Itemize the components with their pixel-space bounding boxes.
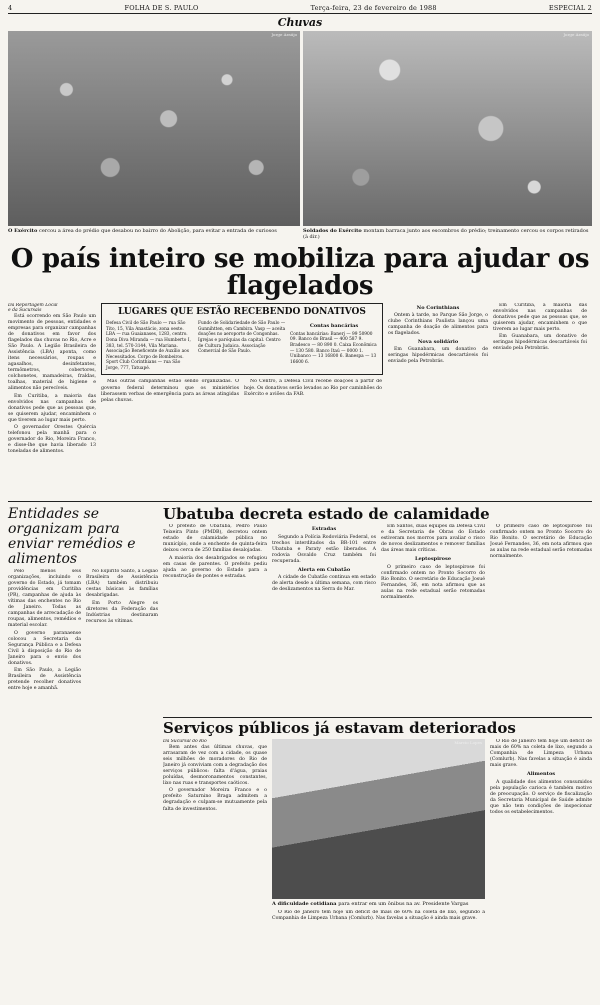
text-column — [272, 524, 376, 714]
paragraph: O governador Moreira Franco e o prefeito Saturnino Braga admitem a degradação e culpam-se mutuamente pela falta de investimentos. — [163, 788, 267, 812]
paragraph: Em Santos, duas equipes da Defesa Civil e da Secretaria de Obras do Estado estiveram nos morros para avaliar o risco de novos deslizamentos e remover famílias das áreas mais críticas. — [381, 524, 485, 554]
donation-points-box — [101, 303, 383, 376]
paragraph: Em Curitiba, a maioria das envolvidos nas campanhas de donativos pede que as pessoas que, se quiserem ajudar, encaminhem o que tiverem ao lugar mais perto. — [493, 302, 587, 332]
paragraph: No Espírito Santo, a Legião Brasileira de Assistência (LBA) também distribuiu cestas básicas às famílias desabrigadas. — [86, 569, 158, 599]
photo-collapsed-building — [8, 31, 300, 226]
paragraph: Em Curitiba, a maioria das envolvidos nas campanhas de donativos pede que as pessoas que, se quiserem ajudar, encaminhem o que tiverem ao lugar mais perto. — [8, 393, 96, 423]
subhead: Estradas — [311, 526, 337, 533]
newspaper-name: FOLHA DE S. PAULO — [124, 4, 199, 12]
text-column — [163, 524, 267, 714]
photo-caption: A dificuldade cotidiana para entrar em um ônibus na av. Presidente Vargas — [272, 901, 469, 908]
text-column — [388, 303, 488, 498]
bus-photo-block — [272, 739, 485, 989]
paragraph: O Rio de Janeiro tem hoje um déficit de mais de 60% na coleta de lixo, segundo a Companhia de Limpeza Urbana (Comlurb). Nas favelas a situação é ainda mais grave. — [490, 739, 592, 769]
paragraph: O primeiro caso de leptospirose foi confirmado ontem no Pronto Socorro do Rio Bonito. O secretário de Educação Josué Fernandes, 36, em nota afirmou que as aulas na rede estadual serão retomadas normalmente. — [381, 564, 485, 600]
section-label: Chuvas — [277, 16, 323, 29]
section-name: ESPECIAL 2 — [548, 4, 592, 12]
paragraph: Ontem à tarde, no Parque São Jorge, o clube Corinthians Paulista lançou uma campanha de doação de alimentos para os flagelados. — [388, 312, 488, 337]
byline: e da Sucursais — [8, 308, 42, 314]
text-column — [493, 303, 587, 498]
page-number: 4 — [8, 4, 13, 12]
paragraph: Em São Paulo, a Legião Brasileira de Assistência pretende recolher donativos entre hoje e amanhã. — [8, 668, 81, 692]
text-column — [381, 524, 485, 714]
box-column: Fundo de Solidariedade de São Paulo — Gunnihtten, em Cambira. Vasp — aceita doações no aeroporto de Congonhas. Igrejas e paróquias da capital. Centro de Cultura Judaica. Associação Comercial de São Paulo. — [198, 321, 286, 355]
newspaper-page — [8, 4, 592, 967]
page-header — [8, 4, 592, 14]
main-headline: O país inteiro se mobiliza para ajudar os flagelados — [10, 244, 590, 302]
text-column — [490, 739, 592, 989]
entidades-story — [8, 505, 158, 1005]
lead-story — [8, 303, 592, 498]
paragraph: Em Guanabara, um donativo de seringas hipodérmicas descartáveis foi enviado pela Petrobrás. — [493, 334, 587, 352]
text-column — [86, 569, 158, 694]
byline: Da Sucursal do Rio — [163, 739, 207, 745]
text-column — [490, 524, 592, 714]
ubatuba-story-block — [163, 505, 592, 1005]
paragraph: O Rio de Janeiro tem hoje um déficit de mais de 60% na coleta de lixo, segundo a Companhia de Limpeza Urbana (Comlurb). Nas favelas a situação é ainda mais grave. — [272, 910, 485, 922]
paragraph: Está ocorrendo em São Paulo um movimento de pessoas, entidades e empresas para organizar campanhas de donativos em favor dos flagelados das chuvas no Rio, Acre e São Paulo. A Legião Brasileira de Assistência (LBA) aponta, como itens necessários, roupas e agasalhos, desinfetantes, termômetros, cobertores, colchonetes, mamadeiras, fraldas, toalhas, material de higiene e alimentos não perecíveis. — [8, 314, 96, 392]
photo-caption: O Exército cercou a área do prédio que desabou no bairro do Abolição, para evitar a entrada de curiosos — [8, 228, 277, 234]
subhead: No Corinthians — [416, 304, 460, 311]
box-column: Contas bancárias: Banerj — 99 50900 09. Banco do Brasil — 400 587 9. Bradesco — 80 890 0. Caixa Econômica — 130 580. Banco Itaú — 0000 1. Unibanco — 13 16800 6. Banespa — 13 16600 6. — [290, 331, 377, 365]
page-date: Terça-feira, 23 de fevereiro de 1988 — [310, 4, 437, 12]
text-column — [244, 379, 382, 405]
paragraph: O primeiro caso de leptospirose foi confirmado ontem no Pronto Socorro do Rio Bonito. O secretário de Educação Josué Fernandes, 36, em nota afirmou que as aulas na rede estadual serão retomadas normalmente. — [490, 524, 592, 560]
photo-soldiers-tent — [303, 31, 592, 226]
text-column — [101, 379, 239, 405]
story-headline: Entidades se organizam para enviar remédios e alimentos — [8, 505, 136, 567]
box-title: LUGARES QUE ESTÃO RECEBENDO DONATIVOS — [118, 306, 366, 317]
center-block — [101, 303, 383, 498]
paragraph: O governo paranaense colocou a Secretaria da Segurança Pública e a Defesa Civil à disposição do Rio de Janeiro para o envio dos donativos. — [8, 630, 81, 666]
text-column — [272, 910, 485, 924]
paragraph: Mas outras campanhas estão sendo organizadas. O governo federal determinou que os ministérios liberassem verbas de emergência para as áreas atingidas pelas chuvas. — [101, 379, 239, 403]
lower-section — [8, 505, 592, 1005]
paragraph: A maioria dos desabrigados se refugiou em casas de parentes. O prefeito pediu ajuda ao governo do Estado para a reconstrução de pontes e estradas. — [163, 555, 267, 579]
photo-credit: Jorge Araújo — [563, 32, 589, 37]
subhead: Alimentos — [526, 771, 556, 778]
text-column — [8, 569, 81, 694]
subhead: Alerta em Cubatão — [297, 566, 351, 573]
byline: Da Reportagem Local — [8, 302, 58, 308]
box-subhead: Contas bancárias — [309, 323, 359, 330]
photo-captions — [8, 226, 592, 240]
box-column: Defesa Civil de São Paulo — rua São Tito, 15, Vila Anastácio, zona oeste. LBA — rua Guaianases, 1283, centro. Dona Diva Miranda — rua Humberto I, 383, tel. 570-3144, Vila Mariana. Associação Beneficente de Auxílio aos Necessitados. Corpo de Bombeiros. Sport Club Corinthians — rua São Jorge, 777, Tatuapé. — [106, 321, 191, 371]
paragraph: Em Guanabara, um donativo de seringas hipodérmicas descartáveis foi enviado pela Petrobrás. — [388, 347, 488, 365]
paragraph: A cidade de Cubatão continua em estado de alerta desde a última semana, com risco de deslizamentos na Serra do Mar. — [272, 575, 376, 593]
story-headline: Serviços públicos já estavam deteriorados — [163, 719, 516, 738]
paragraph: O prefeito de Ubatuba, Pedro Paulo Teixeira Pinto (PMDB), decretou ontem estado de calamidade pública no município, onde a enchente de quinta-feira deixou cerca de 250 famílias desalojadas. — [163, 524, 267, 554]
paragraph: Bem antes das últimas chuvas, que arrasaram de vez com a cidade, os quase seis milhões de moradores do Rio de Janeiro já conviviam com a degradação dos serviços públicos: falta d'água, praias poluídas, desmoronamentos constantes, lixo nas ruas e transportes caóticos. — [163, 744, 267, 786]
photo-row — [8, 31, 592, 226]
paragraph: No Centro, a Defesa Civil recebe doações a partir de hoje. Os donativos serão levados ao Rio por caminhões do Exército e aviões da FAB. — [244, 379, 382, 397]
paragraph: Segundo a Polícia Rodoviária Federal, os trechos interditados da BR-101 entre Ubatuba e Paraty estão liberados. A rodovia Osvaldo Cruz também foi recuperada. — [272, 534, 376, 564]
photo-caption: Soldados do Exército montam barraca junto aos escombros do prédio; treinamento cercou os corpos retirados (à dir.) — [303, 228, 589, 240]
photo-credit: Marcio Lopes — [454, 740, 482, 746]
subhead: Leptospirose — [414, 556, 451, 563]
story-headline: Ubatuba decreta estado de calamidade — [163, 504, 490, 523]
photo-bus-crowd — [272, 739, 485, 899]
subhead: Nova solidário — [417, 339, 459, 346]
lead-column — [8, 303, 96, 498]
paragraph: Pelo menos seis organizações, incluindo o governo do Estado, já tomam providências em Curitiba (PR), campanhas de ajuda às vítimas das enchentes no Rio de Janeiro. Todas as campanhas de arrecadação de roupas, alimentos, remédios e material escolar. — [8, 569, 81, 629]
paragraph: A qualidade dos alimentos consumidos pela população carioca é também motivo de preocupação. O serviço de fiscalização da Secretaria Municipal de Saúde admite que não tem condições de inspecionar todos os estabelecimentos. — [490, 779, 592, 815]
paragraph: Em Porto Alegre os diretores da Federação das Indústrias destinaram recursos às vítimas. — [86, 600, 158, 624]
paragraph: O governador Orestes Quércia telefonou pela manhã para o governador do Rio, Moreira Franco, e disse-lhe que havia liberado 13 toneladas de alimentos. — [8, 425, 96, 455]
text-column — [163, 739, 267, 989]
photo-credit: Jorge Araújo — [271, 32, 297, 37]
